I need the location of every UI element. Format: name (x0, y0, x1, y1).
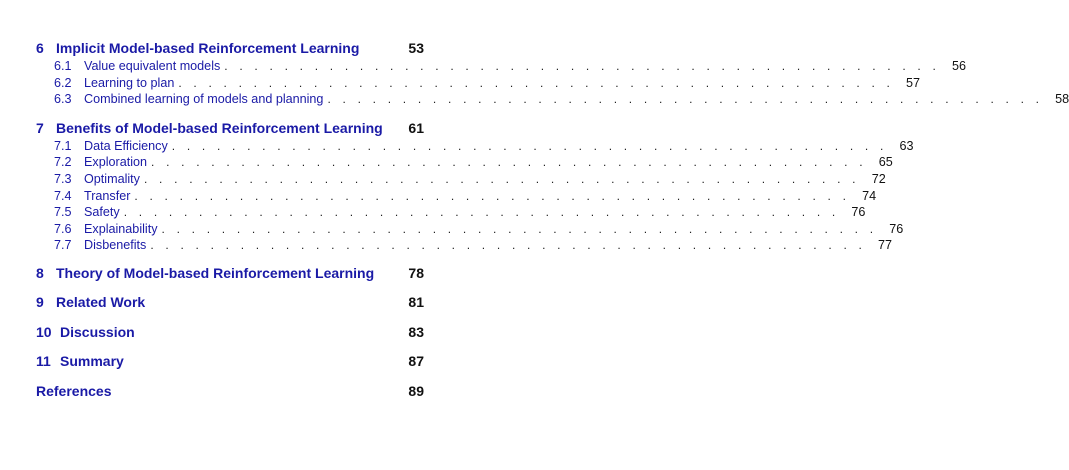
chapter-page: 83 (408, 323, 424, 340)
section-page: 72 (871, 171, 886, 186)
section-title[interactable]: Safety (84, 205, 120, 220)
references-title[interactable]: References (36, 382, 112, 399)
table-of-contents (36, 38, 1069, 401)
section-number: 7.3 (54, 171, 72, 186)
section-number: 7.2 (54, 155, 72, 170)
chapter-title[interactable]: Benefits of Model-based Reinforcement Learning (56, 119, 383, 136)
section-title[interactable]: Transfer (84, 188, 131, 203)
section-page: 58 (1055, 92, 1069, 107)
dot-leader: . . . . . . . . . . . . . . . . . . . . . . . . . . . . . . . . . . . . . . . . . . . . . . . . (171, 138, 888, 153)
section-number: 7.1 (54, 138, 72, 153)
chapter-title[interactable]: Implicit Model-based Reinforcement Learning (56, 40, 360, 56)
toc-chapter-10[interactable] (36, 322, 424, 342)
toc-section-6-3[interactable] (36, 91, 1069, 108)
section-title[interactable]: Disbenefits (84, 238, 147, 253)
toc-section-6-2[interactable] (36, 75, 921, 92)
dot-leader: . . . . . . . . . . . . . . . . . . . . . . . . . . . . . . . . . . . . . . . . . . . . . . . . (327, 92, 1044, 107)
section-page: 76 (851, 205, 866, 220)
dot-leader: . . . . . . . . . . . . . . . . . . . . . . . . . . . . . . . . . . . . . . . . . . . . . . . . (123, 205, 840, 220)
section-page: 63 (899, 138, 914, 153)
toc-section-6-1[interactable] (36, 58, 967, 75)
toc-chapter-6[interactable] (36, 38, 424, 58)
toc-section-7-3[interactable] (36, 171, 886, 188)
section-title[interactable]: Optimality (84, 171, 140, 186)
dot-leader: . . . . . . . . . . . . . . . . . . . . . . . . . . . . . . . . . . . . . . . . . . . . . . . . (161, 221, 878, 236)
section-page: 56 (952, 59, 967, 73)
chapter-title[interactable]: Discussion (60, 323, 135, 340)
chapter-page: 81 (408, 294, 424, 311)
section-title[interactable]: Learning to plan (84, 75, 175, 90)
toc-chapter-7[interactable] (36, 118, 424, 138)
toc-section-7-4[interactable] (36, 188, 877, 205)
spacer (36, 283, 424, 293)
toc-references[interactable] (36, 381, 424, 401)
chapter-title[interactable]: Summary (60, 353, 124, 370)
section-page: 76 (889, 221, 904, 236)
section-title[interactable]: Combined learning of models and planning (84, 92, 324, 107)
section-number: 6.2 (54, 75, 72, 90)
section-title[interactable]: Data Efficiency (84, 138, 168, 153)
dot-leader: . . . . . . . . . . . . . . . . . . . . . . . . . . . . . . . . . . . . . . . . . . . . . . . . (134, 188, 851, 203)
section-title[interactable]: Value equivalent models (84, 59, 221, 73)
section-title[interactable]: Exploration (84, 155, 148, 170)
toc-section-7-5[interactable] (36, 204, 866, 221)
references-page: 89 (408, 382, 424, 399)
chapter-number: 6 (36, 40, 44, 56)
chapter-page: 78 (408, 264, 424, 281)
section-number: 7.7 (54, 238, 72, 253)
chapter-page: 53 (408, 40, 424, 56)
section-page: 74 (862, 188, 877, 203)
chapter-number: 10 (36, 323, 52, 340)
dot-leader: . . . . . . . . . . . . . . . . . . . . . . . . . . . . . . . . . . . . . . . . . . . . . . . . (178, 75, 895, 90)
spacer (36, 254, 424, 263)
chapter-title[interactable]: Related Work (56, 294, 146, 311)
chapter-page: 87 (408, 353, 424, 370)
dot-leader: . . . . . . . . . . . . . . . . . . . . . . . . . . . . . . . . . . . . . . . . . . . . . . . . (151, 155, 867, 170)
toc-section-7-6[interactable] (36, 221, 904, 238)
section-number: 6.1 (54, 59, 72, 73)
chapter-page: 61 (408, 119, 424, 136)
toc-section-7-2[interactable] (36, 154, 893, 171)
chapter-number: 11 (36, 353, 51, 370)
chapter-number: 7 (36, 119, 44, 136)
toc-chapter-9[interactable] (36, 292, 424, 312)
toc-section-7-1[interactable] (36, 138, 914, 155)
section-page: 77 (878, 238, 893, 253)
section-page: 65 (878, 155, 893, 170)
spacer (36, 371, 424, 381)
spacer (36, 312, 424, 322)
section-page: 57 (906, 75, 921, 90)
toc-chapter-8[interactable] (36, 263, 424, 283)
toc-section-7-7[interactable] (36, 237, 893, 254)
chapter-number: 8 (36, 264, 44, 281)
section-number: 7.5 (54, 205, 72, 220)
spacer (36, 342, 424, 352)
dot-leader: . . . . . . . . . . . . . . . . . . . . . . . . . . . . . . . . . . . . . . . . . . . . . . . . (150, 238, 867, 253)
spacer (36, 108, 424, 118)
dot-leader: . . . . . . . . . . . . . . . . . . . . . . . . . . . . . . . . . . . . . . . . . . . . . . . . (224, 59, 941, 73)
toc-chapter-11[interactable] (36, 351, 424, 371)
dot-leader: . . . . . . . . . . . . . . . . . . . . . . . . . . . . . . . . . . . . . . . . . . . . . . . . (143, 171, 860, 186)
section-number: 6.3 (54, 92, 72, 107)
section-number: 7.4 (54, 188, 72, 203)
section-title[interactable]: Explainability (84, 221, 158, 236)
chapter-title[interactable]: Theory of Model-based Reinforcement Learning (56, 264, 375, 281)
section-number: 7.6 (54, 221, 72, 236)
chapter-number: 9 (36, 294, 44, 311)
